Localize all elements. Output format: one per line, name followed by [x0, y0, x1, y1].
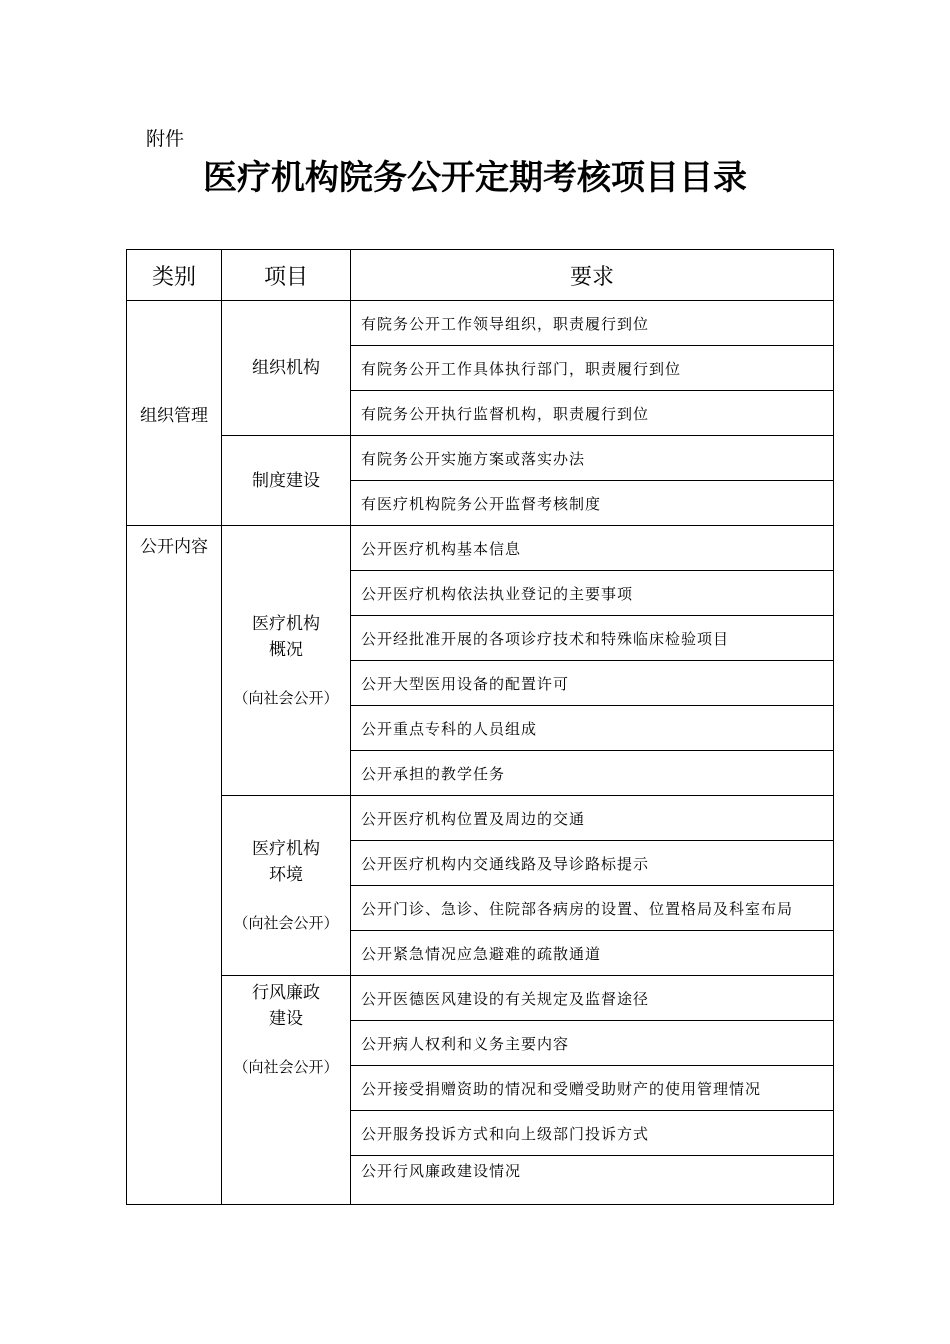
table-row [127, 796, 834, 841]
item-note: （向社会公开） [233, 1058, 339, 1076]
requirement-cell: 公开医疗机构依法执业登记的主要事项 [351, 571, 834, 616]
header-requirement: 要求 [351, 250, 834, 301]
requirement-cell: 公开紧急情况应急避难的疏散通道 [351, 931, 834, 976]
item-name-line: 医疗机构 [252, 613, 320, 634]
item-cell [222, 526, 351, 796]
document-title: 医疗机构院务公开定期考核项目目录 [203, 158, 747, 198]
item-name: 制度建设 [252, 470, 320, 491]
requirement-cell: 公开服务投诉方式和向上级部门投诉方式 [351, 1111, 834, 1156]
item-name-line: 建设 [269, 1009, 303, 1029]
requirement-cell: 公开承担的教学任务 [351, 751, 834, 796]
table-row [127, 526, 834, 571]
item-note: （向社会公开） [233, 688, 339, 707]
table-header-row [127, 250, 834, 301]
requirement-cell: 有院务公开实施方案或落实办法 [351, 436, 834, 481]
item-name-line: 行风廉政 [252, 983, 320, 1003]
header-category: 类别 [127, 250, 222, 301]
item-cell [222, 796, 351, 976]
table-row [127, 436, 834, 481]
requirement-cell: 公开门诊、急诊、住院部各病房的设置、位置格局及科室布局 [351, 886, 834, 931]
requirement-cell: 公开大型医用设备的配置许可 [351, 661, 834, 706]
category-cell: 公开内容 [127, 526, 222, 1205]
attachment-label: 附件 [146, 128, 185, 150]
requirement-cell: 有院务公开工作领导组织，职责履行到位 [351, 301, 834, 346]
requirement-cell: 公开经批准开展的各项诊疗技术和特殊临床检验项目 [351, 616, 834, 661]
item-cell [222, 301, 351, 436]
requirement-cell: 有医疗机构院务公开监督考核制度 [351, 481, 834, 526]
requirement-cell: 有院务公开工作具体执行部门，职责履行到位 [351, 346, 834, 391]
table-row [127, 976, 834, 1021]
item-name-line: 医疗机构 [252, 838, 320, 859]
item-note: （向社会公开） [233, 913, 339, 932]
requirement-cell: 公开医德医风建设的有关规定及监督途径 [351, 976, 834, 1021]
requirement-cell: 公开医疗机构位置及周边的交通 [351, 796, 834, 841]
table-row [127, 301, 834, 346]
item-name: 组织机构 [252, 358, 320, 378]
requirement-cell: 有院务公开执行监督机构，职责履行到位 [351, 391, 834, 436]
requirement-cell: 公开重点专科的人员组成 [351, 706, 834, 751]
header-item: 项目 [222, 250, 351, 301]
item-cell [222, 976, 351, 1205]
item-cell [222, 436, 351, 526]
requirement-cell: 公开接受捐赠资助的情况和受赠受助财产的使用管理情况 [351, 1066, 834, 1111]
requirement-cell: 公开病人权利和义务主要内容 [351, 1021, 834, 1066]
requirement-cell: 公开医疗机构基本信息 [351, 526, 834, 571]
category-cell: 组织管理 [127, 301, 222, 526]
requirement-cell: 公开医疗机构内交通线路及导诊路标提示 [351, 841, 834, 886]
item-name-line: 环境 [269, 864, 303, 885]
item-name-line: 概况 [269, 639, 303, 660]
catalog-table [126, 249, 834, 1205]
requirement-cell: 公开行风廉政建设情况 [351, 1156, 834, 1205]
